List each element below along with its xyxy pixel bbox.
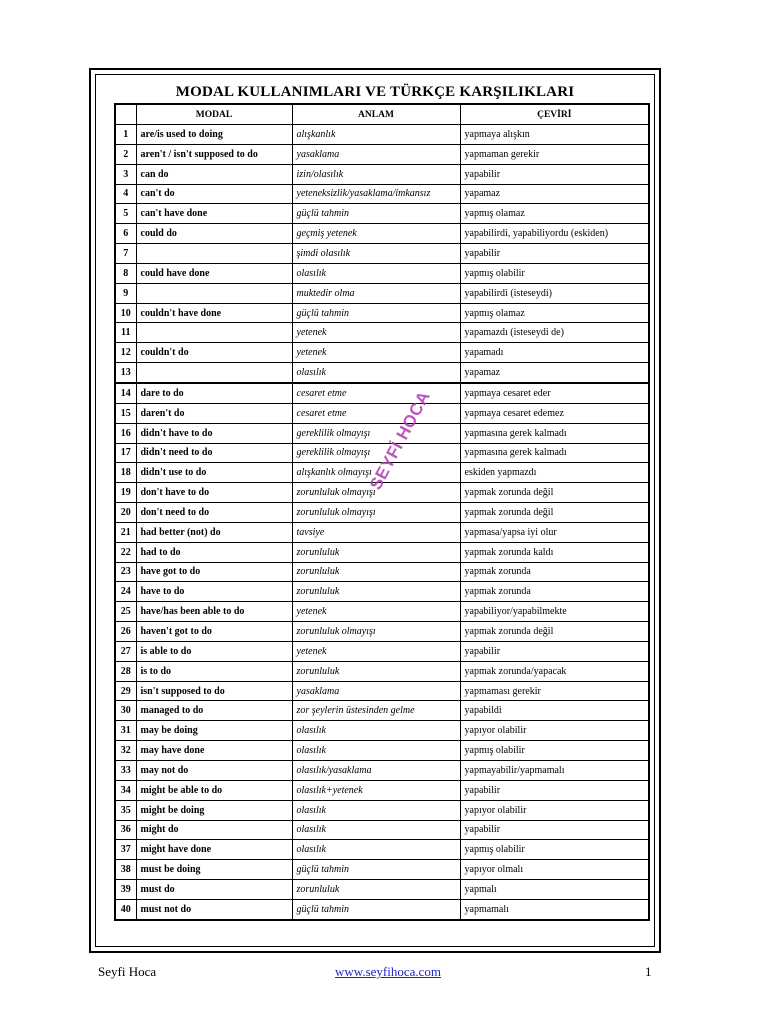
row-number: 35 xyxy=(115,800,136,820)
row-modal xyxy=(136,363,292,383)
row-anlam: yetenek xyxy=(292,343,460,363)
row-number: 16 xyxy=(115,423,136,443)
row-ceviri: yapmasına gerek kalmadı xyxy=(460,443,649,463)
row-anlam: zorunluluk xyxy=(292,542,460,562)
row-anlam: zorunluluk xyxy=(292,880,460,900)
row-number: 20 xyxy=(115,503,136,523)
row-number: 13 xyxy=(115,363,136,383)
row-anlam: zorunluluk olmayışı xyxy=(292,503,460,523)
table-row xyxy=(115,721,649,741)
table-row xyxy=(115,125,649,145)
header-anlam: ANLAM xyxy=(292,104,460,125)
row-modal: have to do xyxy=(136,582,292,602)
table-row xyxy=(115,701,649,721)
row-number: 28 xyxy=(115,661,136,681)
row-number: 4 xyxy=(115,184,136,204)
row-modal: didn't use to do xyxy=(136,463,292,483)
row-anlam: geçmiş yetenek xyxy=(292,224,460,244)
row-ceviri: yapmalı xyxy=(460,880,649,900)
table-row xyxy=(115,780,649,800)
row-ceviri: yapmaması gerekir xyxy=(460,681,649,701)
row-anlam: olasılık xyxy=(292,820,460,840)
row-anlam: yasaklama xyxy=(292,681,460,701)
row-ceviri: yapmaya alışkın xyxy=(460,125,649,145)
row-modal: might have done xyxy=(136,840,292,860)
row-number: 34 xyxy=(115,780,136,800)
row-modal: must be doing xyxy=(136,860,292,880)
row-ceviri: yapmak zorunda değil xyxy=(460,503,649,523)
row-anlam: alışkanlık xyxy=(292,125,460,145)
table-row xyxy=(115,503,649,523)
row-modal: might be able to do xyxy=(136,780,292,800)
row-modal: dare to do xyxy=(136,383,292,403)
row-ceviri: yapmış olamaz xyxy=(460,303,649,323)
table-row xyxy=(115,840,649,860)
footer-author: Seyfi Hoca xyxy=(98,964,157,979)
row-modal: could have done xyxy=(136,263,292,283)
row-modal: can do xyxy=(136,164,292,184)
table-row xyxy=(115,423,649,443)
row-ceviri: yapmak zorunda değil xyxy=(460,622,649,642)
row-ceviri: yapmaman gerekir xyxy=(460,144,649,164)
row-modal: must not do xyxy=(136,899,292,919)
table-row xyxy=(115,582,649,602)
row-anlam: cesaret etme xyxy=(292,383,460,403)
row-number: 2 xyxy=(115,144,136,164)
row-modal: daren't do xyxy=(136,403,292,423)
table-row xyxy=(115,899,649,919)
row-ceviri: yapmış olabilir xyxy=(460,263,649,283)
table-row xyxy=(115,204,649,224)
row-ceviri: yapıyor olmalı xyxy=(460,860,649,880)
row-ceviri: yapamazdı (isteseydi de) xyxy=(460,323,649,343)
row-modal: have/has been able to do xyxy=(136,602,292,622)
footer-website-link[interactable]: www.seyfihoca.com xyxy=(335,964,442,979)
row-ceviri: yapmayabilir/yapmamalı xyxy=(460,761,649,781)
row-modal: don't need to do xyxy=(136,503,292,523)
table-row xyxy=(115,661,649,681)
row-anlam: olasılık+yetenek xyxy=(292,780,460,800)
row-modal: haven't got to do xyxy=(136,622,292,642)
row-number: 31 xyxy=(115,721,136,741)
row-ceviri: yapmaya cesaret edemez xyxy=(460,403,649,423)
row-ceviri: yapıyor olabilir xyxy=(460,721,649,741)
row-ceviri: yapamaz xyxy=(460,184,649,204)
table-row xyxy=(115,522,649,542)
row-number: 25 xyxy=(115,602,136,622)
row-modal: may not do xyxy=(136,761,292,781)
row-ceviri: yapmış olamaz xyxy=(460,204,649,224)
row-ceviri: yapamadı xyxy=(460,343,649,363)
row-modal: might do xyxy=(136,820,292,840)
table-row xyxy=(115,860,649,880)
row-modal xyxy=(136,323,292,343)
table-row xyxy=(115,880,649,900)
document-title: MODAL KULLANIMLARI VE TÜRKÇE KARŞILIKLARI xyxy=(175,84,575,100)
table-row xyxy=(115,820,649,840)
row-number: 5 xyxy=(115,204,136,224)
row-modal: could do xyxy=(136,224,292,244)
row-modal: must do xyxy=(136,880,292,900)
row-modal: had better (not) do xyxy=(136,522,292,542)
row-ceviri: yapabilir xyxy=(460,641,649,661)
row-number: 39 xyxy=(115,880,136,900)
row-anlam: şimdi olasılık xyxy=(292,244,460,264)
row-anlam: yasaklama xyxy=(292,144,460,164)
row-anlam: olasılık xyxy=(292,721,460,741)
row-modal: is to do xyxy=(136,661,292,681)
footer-page-number: 1 xyxy=(645,964,652,979)
row-modal xyxy=(136,283,292,303)
row-modal: may have done xyxy=(136,741,292,761)
table-row xyxy=(115,144,649,164)
row-modal: is able to do xyxy=(136,641,292,661)
row-number: 15 xyxy=(115,403,136,423)
row-modal: have got to do xyxy=(136,562,292,582)
row-ceviri: yapıyor olabilir xyxy=(460,800,649,820)
row-anlam: olasılık xyxy=(292,840,460,860)
modal-table xyxy=(114,103,650,921)
row-ceviri: yapmak zorunda kaldı xyxy=(460,542,649,562)
table-row xyxy=(115,363,649,383)
row-anlam: yetenek xyxy=(292,323,460,343)
row-ceviri: yapmaya cesaret eder xyxy=(460,383,649,403)
row-modal: are/is used to doing xyxy=(136,125,292,145)
seyfi-hoca-stamp: SEYFİ HOCA xyxy=(366,387,434,493)
row-ceviri: yapmasa/yapsa iyi olur xyxy=(460,522,649,542)
header-num xyxy=(115,104,136,125)
row-number: 23 xyxy=(115,562,136,582)
table-row xyxy=(115,224,649,244)
table-row xyxy=(115,602,649,622)
table-header-row xyxy=(115,104,649,125)
row-ceviri: yapabilirdi, yapabiliyordu (eskiden) xyxy=(460,224,649,244)
table-row xyxy=(115,303,649,323)
row-number: 17 xyxy=(115,443,136,463)
table-row xyxy=(115,383,649,403)
row-modal: can't do xyxy=(136,184,292,204)
table-row xyxy=(115,244,649,264)
row-anlam: olasılık xyxy=(292,263,460,283)
row-ceviri: yapabilir xyxy=(460,780,649,800)
row-anlam: zorunluluk xyxy=(292,562,460,582)
row-anlam: zorunluluk xyxy=(292,582,460,602)
row-modal: might be doing xyxy=(136,800,292,820)
row-anlam: zorunluluk olmayışı xyxy=(292,483,460,503)
row-anlam: güçlü tahmin xyxy=(292,860,460,880)
row-number: 9 xyxy=(115,283,136,303)
row-ceviri: yapmak zorunda xyxy=(460,582,649,602)
header-ceviri: ÇEVİRİ xyxy=(460,104,649,125)
table-row xyxy=(115,542,649,562)
row-ceviri: yapmak zorunda/yapacak xyxy=(460,661,649,681)
table-row xyxy=(115,741,649,761)
row-anlam: güçlü tahmin xyxy=(292,204,460,224)
row-number: 11 xyxy=(115,323,136,343)
row-modal: isn't supposed to do xyxy=(136,681,292,701)
row-anlam: olasılık xyxy=(292,800,460,820)
row-number: 33 xyxy=(115,761,136,781)
row-modal: couldn't do xyxy=(136,343,292,363)
row-modal: managed to do xyxy=(136,701,292,721)
row-anlam: yetenek xyxy=(292,602,460,622)
row-modal: had to do xyxy=(136,542,292,562)
row-anlam: yeteneksizlik/yasaklama/imkansız xyxy=(292,184,460,204)
row-anlam: zorunluluk xyxy=(292,661,460,681)
row-ceviri: yapmamalı xyxy=(460,899,649,919)
table-row xyxy=(115,800,649,820)
row-anlam: güçlü tahmin xyxy=(292,899,460,919)
row-number: 37 xyxy=(115,840,136,860)
row-modal: may be doing xyxy=(136,721,292,741)
row-modal: aren't / isn't supposed to do xyxy=(136,144,292,164)
row-number: 27 xyxy=(115,641,136,661)
row-ceviri: yapmasına gerek kalmadı xyxy=(460,423,649,443)
row-number: 24 xyxy=(115,582,136,602)
row-anlam: olasılık xyxy=(292,363,460,383)
header-modal: MODAL xyxy=(136,104,292,125)
row-ceviri: yapabilir xyxy=(460,164,649,184)
row-anlam: gereklilik olmayışı xyxy=(292,443,460,463)
row-anlam: zor şeylerin üstesinden gelme xyxy=(292,701,460,721)
row-number: 18 xyxy=(115,463,136,483)
table-row xyxy=(115,343,649,363)
row-ceviri: yapamaz xyxy=(460,363,649,383)
row-ceviri: yapmak zorunda xyxy=(460,562,649,582)
row-number: 36 xyxy=(115,820,136,840)
table-row xyxy=(115,622,649,642)
row-ceviri: yapabildi xyxy=(460,701,649,721)
row-modal: didn't need to do xyxy=(136,443,292,463)
row-anlam: olasılık xyxy=(292,741,460,761)
row-ceviri: yapmış olabilir xyxy=(460,741,649,761)
row-anlam: zorunluluk olmayışı xyxy=(292,622,460,642)
row-ceviri: yapmış olabilir xyxy=(460,840,649,860)
table-row xyxy=(115,323,649,343)
row-anlam: cesaret etme xyxy=(292,403,460,423)
table-row xyxy=(115,681,649,701)
row-ceviri: yapmak zorunda değil xyxy=(460,483,649,503)
row-modal: couldn't have done xyxy=(136,303,292,323)
table-row xyxy=(115,562,649,582)
row-number: 29 xyxy=(115,681,136,701)
row-ceviri: yapabilir xyxy=(460,244,649,264)
row-number: 32 xyxy=(115,741,136,761)
table-row xyxy=(115,761,649,781)
row-ceviri: eskiden yapmazdı xyxy=(460,463,649,483)
row-modal: don't have to do xyxy=(136,483,292,503)
row-number: 22 xyxy=(115,542,136,562)
table-body xyxy=(115,125,649,920)
row-number: 8 xyxy=(115,263,136,283)
row-anlam: güçlü tahmin xyxy=(292,303,460,323)
row-number: 21 xyxy=(115,522,136,542)
row-ceviri: yapabilirdi (isteseydi) xyxy=(460,283,649,303)
row-anlam: izin/olasılık xyxy=(292,164,460,184)
table-row xyxy=(115,263,649,283)
row-modal: can't have done xyxy=(136,204,292,224)
row-anlam: yetenek xyxy=(292,641,460,661)
row-number: 26 xyxy=(115,622,136,642)
row-ceviri: yapabiliyor/yapabilmekte xyxy=(460,602,649,622)
table-row xyxy=(115,164,649,184)
row-anlam: gereklilik olmayışı xyxy=(292,423,460,443)
row-number: 40 xyxy=(115,899,136,919)
row-number: 14 xyxy=(115,383,136,403)
row-modal: didn't have to do xyxy=(136,423,292,443)
table-row xyxy=(115,641,649,661)
row-number: 3 xyxy=(115,164,136,184)
row-number: 12 xyxy=(115,343,136,363)
row-ceviri: yapabilir xyxy=(460,820,649,840)
table-row xyxy=(115,403,649,423)
row-anlam: alışkanlık olmayışı xyxy=(292,463,460,483)
row-number: 30 xyxy=(115,701,136,721)
table-row xyxy=(115,283,649,303)
row-number: 10 xyxy=(115,303,136,323)
row-number: 1 xyxy=(115,125,136,145)
table-row xyxy=(115,184,649,204)
row-anlam: olasılık/yasaklama xyxy=(292,761,460,781)
row-modal xyxy=(136,244,292,264)
row-anlam: tavsiye xyxy=(292,522,460,542)
row-number: 38 xyxy=(115,860,136,880)
row-number: 19 xyxy=(115,483,136,503)
row-number: 7 xyxy=(115,244,136,264)
row-anlam: muktedir olma xyxy=(292,283,460,303)
row-number: 6 xyxy=(115,224,136,244)
